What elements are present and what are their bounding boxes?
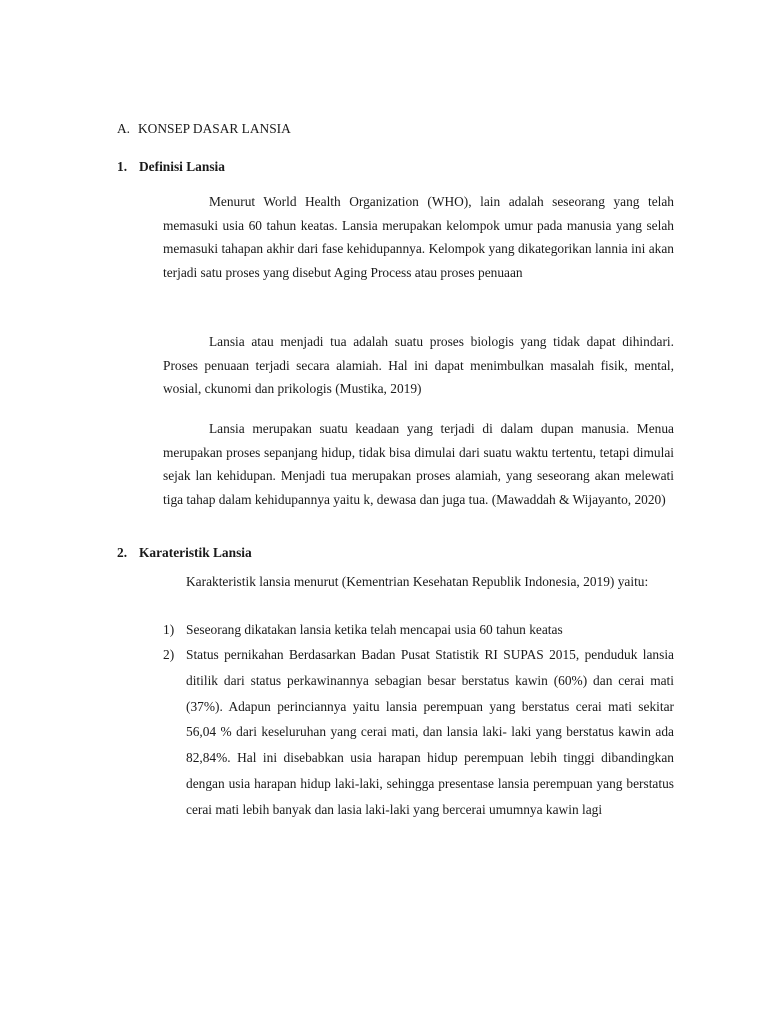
paragraph-aging-stages: Lansia merupakan suatu keadaan yang terjadi di dalam dupan manusia. Menua merupakan proses sepanjang hidup, tidak bisa dimulai dari suatu waktu tertentu, tetapi dimulai sejak lan kehidupan. Menjadi tua merupakan proses alamiah, yang seseorang akan melewati tiga tahap dalam kehidupannya yaitu k, dewasa dan juga tua. (Mawaddah & Wijayanto, 2020) — [163, 421, 674, 507]
chapter-heading — [117, 121, 291, 137]
section-number: 1. — [117, 159, 128, 174]
section-title: Karateristik Lansia — [139, 545, 252, 560]
list-item-text: Seseorang dikatakan lansia ketika telah mencapai usia 60 tahun keatas — [186, 622, 563, 637]
paragraph-characteristics-intro: Karakteristik lansia menurut (Kementrian Kesehatan Republik Indonesia, 2019) yaitu: — [186, 574, 649, 589]
section-heading-karateristik — [117, 545, 252, 561]
paragraph-who-definition: Menurut World Health Organization (WHO), lain adalah seseorang yang telah memasuki usia 60 tahun keatas. Lansia merupakan kelompok umur pada manusia yang selah memasuki tahapan akhir dari fase kehidupannya. Kelompok yang dikategorikan lannia ini akan terjadi satu proses yang disebut Aging Process atau proses penuaan — [163, 194, 674, 280]
list-item — [163, 617, 674, 643]
list-item-number: 1) — [163, 622, 175, 637]
section-heading-definisi — [117, 159, 225, 175]
chapter-marker: A. — [117, 121, 131, 136]
paragraph-biological-process: Lansia atau menjadi tua adalah suatu proses biologis yang tidak dapat dihindari. Proses penuaan terjadi secara alamiah. Hal ini dapat menimbulkan masalah fisik, mental, wosial, ckunomi dan prikologis (Mustika, 2019) — [163, 334, 674, 396]
list-item-number: 2) — [163, 647, 175, 662]
list-item-text: Status pernikahan Berdasarkan Badan Pusat Statistik RI SUPAS 2015, penduduk lansia ditilik dari status perkawinannya sebagian besar berstatus kawin (60%) dan cerai mati (37%). Adapun perinciannya yaitu lansia perempuan yang berstatus cerai mati sekitar 56,04 % dari keseluruhan yang cerai mati, dan lansia laki- laki yang berstatus kawin ada 82,84%. Hal ini disebabkan usia harapan hidup perempuan lebih tinggi dibandingkan dengan usia harapan hidup laki-laki, sehingga presentase lansia perempuan yang berstatus cerai mati lebih banyak dan lasia laki-laki yang bercerai umumnya kawin lagi — [186, 647, 674, 817]
list-item — [163, 642, 674, 823]
section-number: 2. — [117, 545, 128, 560]
chapter-title: KONSEP DASAR LANSIA — [138, 121, 291, 136]
section-title: Definisi Lansia — [139, 159, 225, 174]
